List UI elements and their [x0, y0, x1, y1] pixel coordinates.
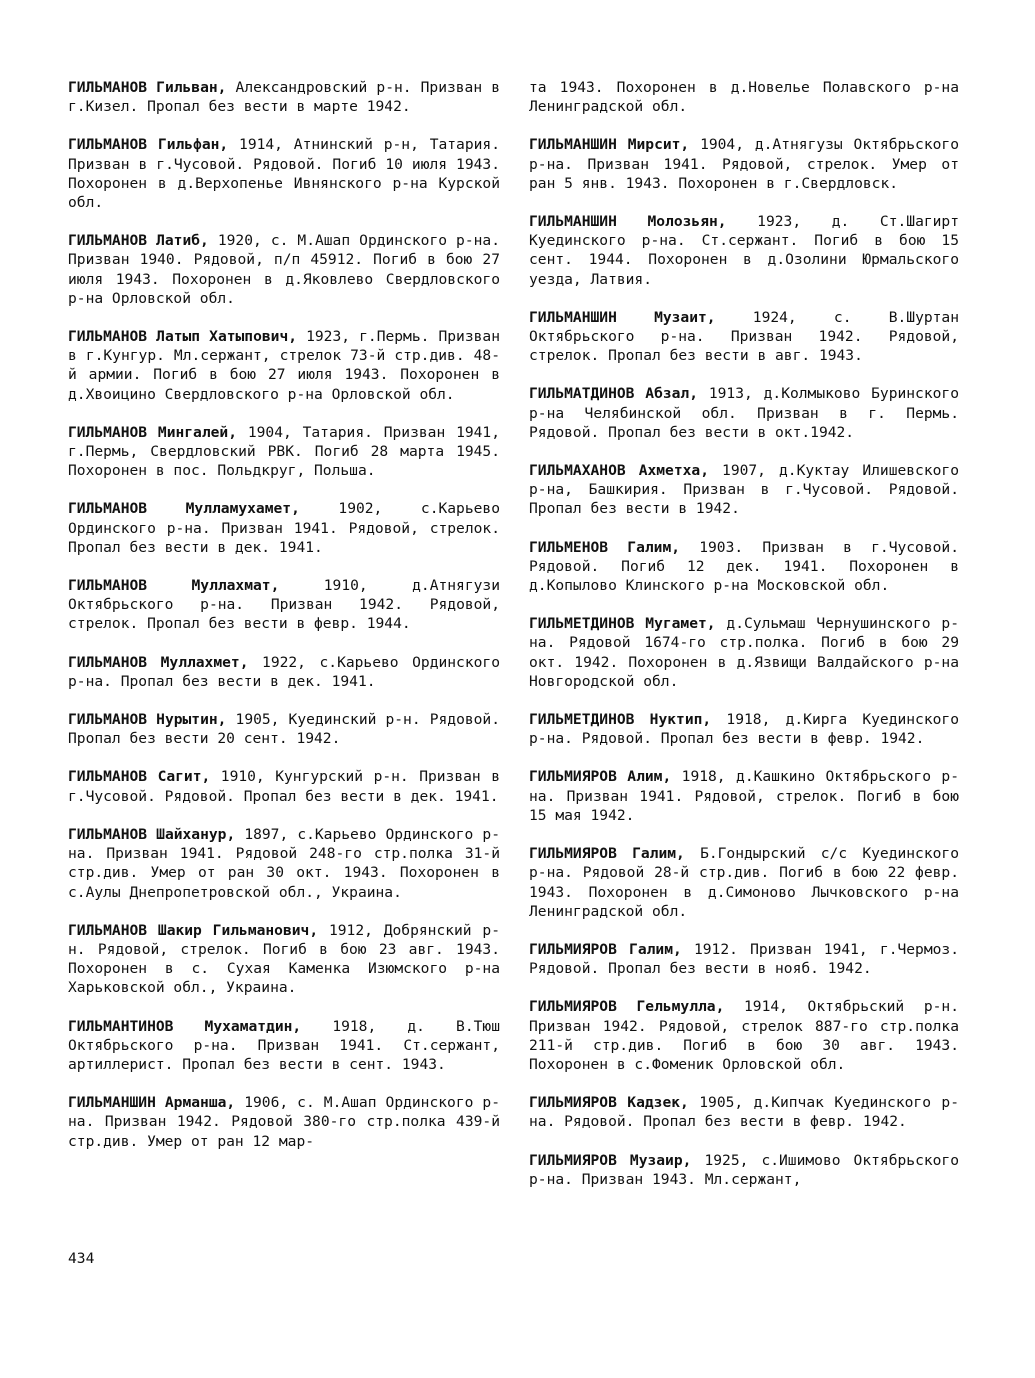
entry-name: ГИЛЬМАНШИН Музаит,: [529, 308, 716, 326]
entry: [68, 135, 500, 212]
entry: [529, 710, 959, 748]
entry-text: 1924, с. В.Шуртан Октябрьского р-на. Призван 1942. Рядовой, стрелок. Пропал без вести в авг. 1943.: [529, 308, 959, 365]
entry-text: 1903. Призван в г.Чусовой. Рядовой. Погиб 12 дек. 1941. Похоронен в д.Копылово Клинского р-на Московской обл.: [529, 538, 959, 595]
entry: [529, 1093, 959, 1131]
entry: [529, 844, 959, 921]
entry: [68, 576, 500, 634]
entry-name: ГИЛЬМАНШИН Молозьян,: [529, 213, 727, 231]
entry-text: 1913, д.Колмыково Буринского р-на Челябинской обл. Призван в г. Пермь. Рядовой. Пропал без вести в окт.1942.: [529, 385, 959, 441]
entry-name: ГИЛЬМАНОВ Мингалей,: [68, 423, 237, 441]
entry-text: 1912, Добрянский р-н. Рядовой, стрелок. Погиб в бою 23 авг. 1943. Похоронен в с. Сухая Каменка Изюмского р-на Харьковской обл., Украина.: [68, 921, 500, 997]
entry-name: ГИЛЬМАНОВ Муллахмет,: [68, 653, 249, 671]
entry-text: 1925, с.Ишимово Октябрьского р-на. Призван 1943. Мл.сержант,: [529, 1151, 959, 1188]
entry-name: ГИЛЬМАНТИНОВ Мухаматдин,: [68, 1017, 302, 1035]
entry-name: ГИЛЬМИЯРОВ Галим,: [529, 940, 682, 958]
entry-text: Б.Гондырский с/с Куединского р-на. Рядовой 28-й стр.див. Погиб в бою 22 февр. 1943. Похоронен в д.Симоново Лычковского р-на Ленинградской обл.: [529, 845, 959, 920]
entry-name: ГИЛЬМАНОВ Мулламухамет,: [68, 500, 300, 518]
entry: [529, 1151, 959, 1189]
entry-name: ГИЛЬМИЯРОВ Алим,: [529, 768, 672, 786]
entry-name: ГИЛЬМАНОВ Гильфан,: [68, 136, 229, 154]
entry-text: 1920, с. М.Ашап Ординского р-на. Призван 1940. Рядовой, п/п 45912. Погиб в бою 27 июля 1943. Похоронен в д.Яковлево Свердловского р-на Орловской обл.: [68, 232, 500, 307]
entry-name: ГИЛЬМАТДИНОВ Абзал,: [529, 385, 698, 403]
page-number: 434: [68, 1250, 95, 1267]
entry-name: ГИЛЬМАНОВ Нурытин,: [68, 711, 227, 729]
entry-name: ГИЛЬМАХАНОВ Ахметха,: [529, 462, 709, 480]
entry-text: 1905, Куединский р-н. Рядовой. Пропал без вести 20 сент. 1942.: [68, 711, 500, 748]
entry: [68, 710, 500, 748]
left-column: [68, 78, 500, 1170]
entry-name: ГИЛЬМАНОВ Латиб,: [68, 232, 209, 250]
entry: [68, 499, 500, 557]
entry: [68, 767, 500, 805]
entry-name: ГИЛЬМЕНОВ Галим,: [529, 538, 681, 556]
entry: [529, 384, 959, 442]
entry-text: 1918, д. В.Тюш Октябрьского р-на. Призван 1941. Ст.сержант, артиллерист. Пропал без вести в сент. 1943.: [68, 1017, 500, 1073]
entry-text: 1902, с.Карьево Ординского р-на. Призван 1941. Рядовой, стрелок. Пропал без вести в дек. 1941.: [68, 500, 500, 556]
right-column-entries: [529, 135, 959, 1189]
entry-text: 1904, д.Атнягузы Октябрьского р-на. Призван 1941. Рядовой, стрелок. Умер от ран 5 янв. 1943. Похоронен в г.Свердловск.: [529, 136, 959, 192]
entry: [529, 212, 959, 289]
entry-text: 1918, д.Кашкино Октябрьского р-на. Призван 1941. Рядовой, стрелок. Погиб в бою 15 мая 1942.: [529, 768, 959, 824]
entry: [68, 653, 500, 691]
entry: [529, 538, 959, 596]
entry-text: 1905, д.Кипчак Куединского р-на. Рядовой. Пропал без вести в февр. 1942.: [529, 1094, 959, 1131]
entry-text: 1923, г.Пермь. Призван в г.Кунгур. Мл.сержант, стрелок 73-й стр.див. 48-й армии. Погиб в бою 27 июля 1943. Похоронен в д.Хвоицино Свердловского р-на Орловской обл.: [68, 328, 500, 403]
entry-name: ГИЛЬМАНОВ Муллахмат,: [68, 577, 280, 595]
entry-text: д.Сульмаш Чернушинского р-на. Рядовой 1674-го стр.полка. Погиб в бою 29 окт. 1942. Похоронен в д.Язвищи Валдайского р-на Новгородской обл.: [529, 615, 959, 690]
entry-text: 1906, с. М.Ашап Ординского р-на. Призван 1942. Рядовой 380-го стр.полка 439-й стр.див. Умер от ран 12 мар-: [68, 1094, 500, 1150]
entry-continuation: та 1943. Похоронен в д.Новелье Полавского р-на Ленинградской обл.: [529, 79, 959, 116]
entry-name: ГИЛЬМЕТДИНОВ Мугамет,: [529, 615, 716, 633]
entry: [68, 1093, 500, 1151]
entry: [529, 135, 959, 193]
entry-name: ГИЛЬМИЯРОВ Музаир,: [529, 1151, 692, 1169]
entry: [68, 825, 500, 902]
entry-name: ГИЛЬМИЯРОВ Галим,: [529, 845, 685, 863]
entry: [68, 1017, 500, 1075]
entry-name: ГИЛЬМЕТДИНОВ Нуктип,: [529, 711, 712, 729]
entry: [68, 921, 500, 998]
entry-text: 1910, Кунгурский р-н. Призван в г.Чусовой. Рядовой. Пропал без вести в дек. 1941.: [68, 768, 500, 805]
entry-name: ГИЛЬМАНОВ Шакир Гильманович,: [68, 921, 319, 939]
entry: [68, 78, 500, 116]
entry-name: ГИЛЬМАНШИН Арманша,: [68, 1094, 236, 1112]
entry: [529, 308, 959, 366]
entry-text: 1914, Атнинский р-н, Татария. Призван в г.Чусовой. Рядовой. Погиб 10 июля 1943. Похоронен в д.Верхопенье Ивнянского р-на Курской обл.: [68, 136, 500, 212]
entry-name: ГИЛЬМИЯРОВ Кадзек,: [529, 1094, 689, 1112]
entry: [529, 997, 959, 1074]
entry: [529, 940, 959, 978]
entry-text: 1923, д. Ст.Шагирт Куединского р-на. Ст.сержант. Погиб в бою 15 сент. 1944. Похоронен в д.Озолини Юрмальского уезда, Латвия.: [529, 213, 959, 288]
entry: [68, 231, 500, 308]
entry: [529, 767, 959, 825]
entry: [529, 614, 959, 691]
entry-text: 1904, Татария. Призван 1941, г.Пермь, Свердловский РВК. Погиб 28 марта 1945. Похоронен в пос. Польдкруг, Польша.: [68, 423, 500, 480]
entry-text: 1918, д.Кирга Куединского р-на. Рядовой. Пропал без вести в февр. 1942.: [529, 711, 959, 748]
entry-text: Александровский р-н. Призван в г.Кизел. Пропал без вести в марте 1942.: [68, 79, 500, 116]
entry-text: 1912. Призван 1941, г.Чермоз. Рядовой. Пропал без вести в нояб. 1942.: [529, 940, 959, 978]
right-column: [529, 78, 959, 1208]
entry: [68, 423, 500, 481]
entry-name: ГИЛЬМАНОВ Латып Хатыпович,: [68, 328, 298, 346]
entry-name: ГИЛЬМАНОВ Гильван,: [68, 79, 227, 96]
entry-text: 1910, д.Атнягузи Октябрьского р-на. Призван 1942. Рядовой, стрелок. Пропал без вести в февр. 1944.: [68, 577, 500, 633]
entry-name: ГИЛЬМАНШИН Мирсит,: [529, 136, 690, 154]
entry-name: ГИЛЬМАНОВ Шайханур,: [68, 825, 236, 843]
entry: [68, 327, 500, 404]
entry-name: ГИЛЬМАНОВ Сагит,: [68, 768, 211, 786]
entry-text: 1914, Октябрьский р-н. Призван 1942. Рядовой, стрелок 887-го стр.полка 211-й стр.див. Погиб в бою 30 авг. 1943. Похоронен в с.Фоменик Орловской обл.: [529, 998, 959, 1073]
entry-text: 1897, с.Карьево Ординского р-на. Призван 1941. Рядовой 248-го стр.полка 31-й стр.див. Умер от ран 30 окт. 1943. Похоронен в с.Аулы Днепропетровской обл., Украина.: [68, 825, 500, 901]
entry-text: 1922, с.Карьево Ординского р-на. Пропал без вести в дек. 1941.: [68, 653, 500, 690]
entry-name: ГИЛЬМИЯРОВ Гельмулла,: [529, 998, 725, 1016]
entry: [529, 461, 959, 519]
entry-text: 1907, д.Куктау Илишевского р-на, Башкирия. Призван в г.Чусовой. Рядовой. Пропал без вести в 1942.: [529, 462, 959, 518]
